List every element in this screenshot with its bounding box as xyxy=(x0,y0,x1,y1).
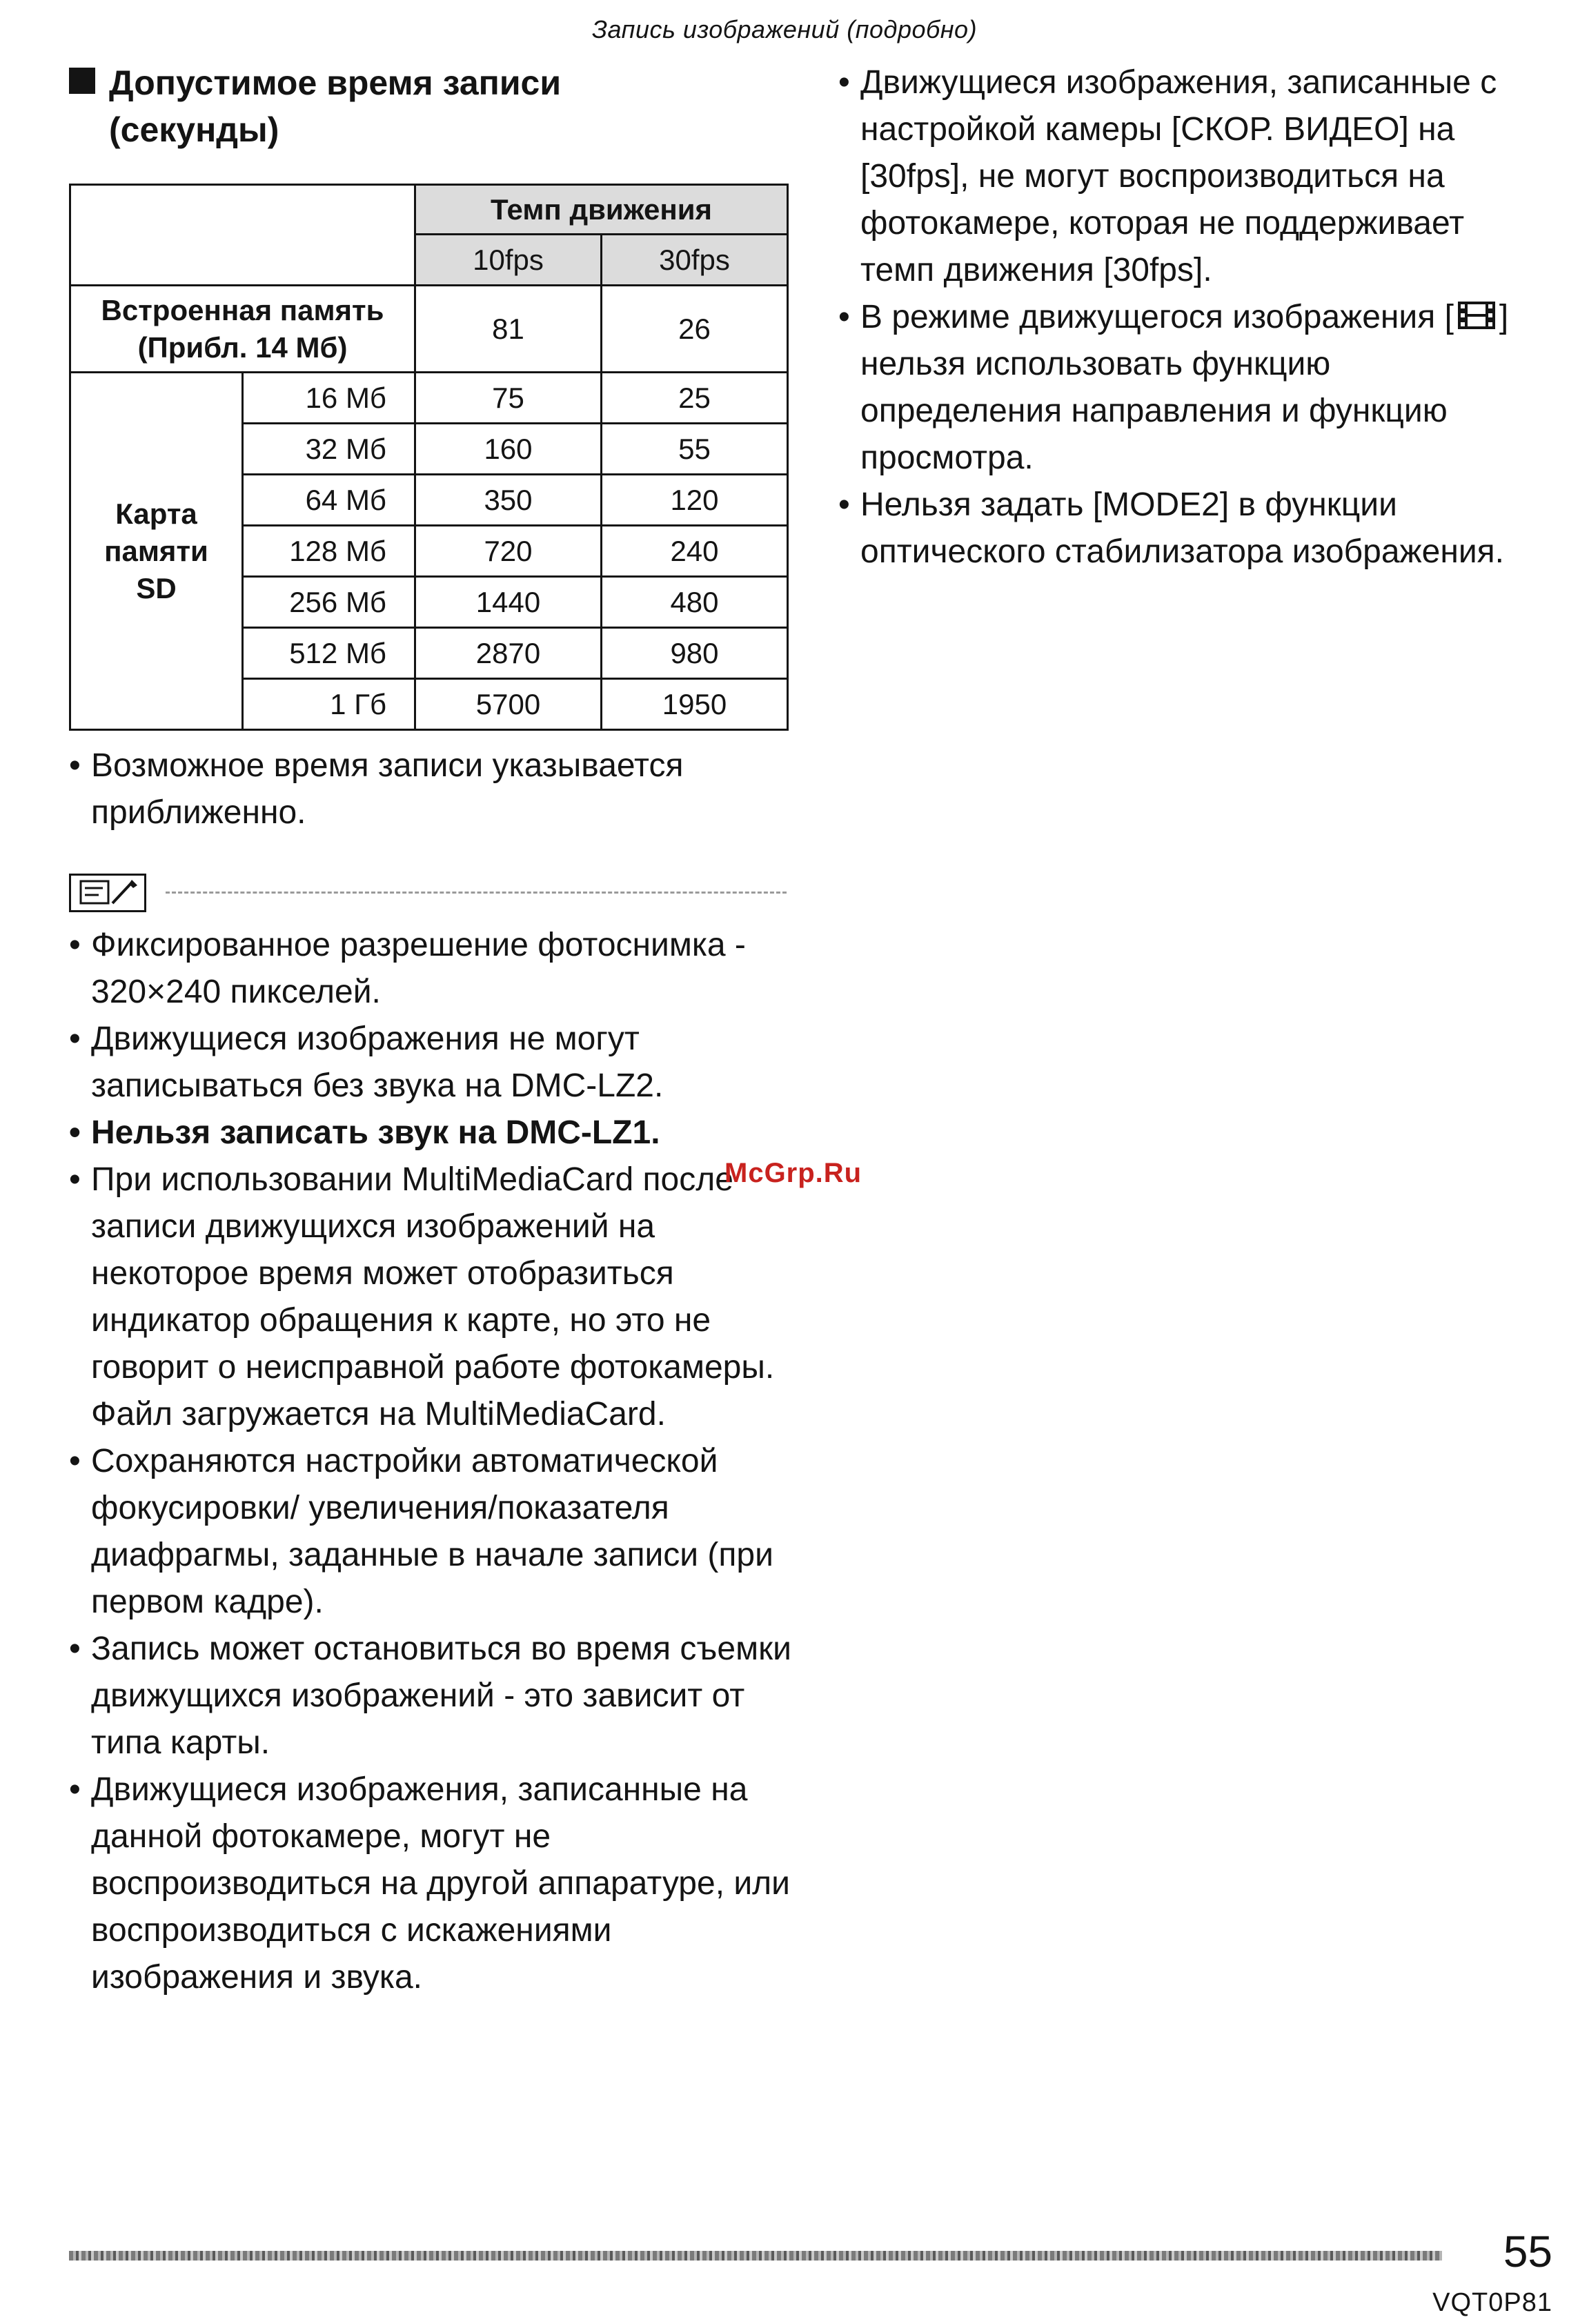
table-cell: 720 xyxy=(415,526,602,577)
list-item: • Движущиеся изображения не могут записываться без звука на DMC-LZ2. xyxy=(69,1016,800,1110)
approx-note xyxy=(69,742,800,836)
table-corner-cell xyxy=(70,185,415,286)
table-cell: 1 Гб xyxy=(243,679,415,730)
list-item: • Нельзя задать [MODE2] в функции оптического стабилизатора изображения. xyxy=(838,482,1528,575)
memo-divider xyxy=(69,874,800,915)
left-notes xyxy=(69,922,800,2001)
table-cell: 240 xyxy=(602,526,788,577)
dashed-divider xyxy=(166,892,787,894)
list-item: • Движущиеся изображения, записанные на данной фотокамере, могут не воспроизводиться на другой аппаратуре, или воспроизводиться с искажениями изображения и звука. xyxy=(69,1766,800,2001)
table-cell: 1950 xyxy=(602,679,788,730)
table-cell: 980 xyxy=(602,628,788,679)
recording-time-table xyxy=(69,184,789,731)
list-item: • Нельзя записать звук на DMC-LZ1. xyxy=(69,1110,800,1156)
table-cell: 512 Мб xyxy=(243,628,415,679)
table-cell: 350 xyxy=(415,475,602,526)
sd-card-label: Карта памяти SD xyxy=(70,373,243,730)
builtin-memory-label: Встроенная память (Прибл. 14 Мб) xyxy=(70,286,415,373)
table-cell: 120 xyxy=(602,475,788,526)
table-cell: 26 xyxy=(602,286,788,373)
table-cell: 5700 xyxy=(415,679,602,730)
list-item: • Сохраняются настройки автоматической фокусировки/ увеличения/показателя диафрагмы, заданные в начале записи (при первом кадре). xyxy=(69,1438,800,1626)
table-cell: 32 Мб xyxy=(243,424,415,475)
table-cell: 55 xyxy=(602,424,788,475)
right-column xyxy=(838,59,1528,575)
table-col-30fps: 30fps xyxy=(602,235,788,286)
table-cell: 160 xyxy=(415,424,602,475)
list-item: • Движущиеся изображения, записанные с настройкой камеры [СКОР. ВИДЕО] на [30fps], не могут воспроизводиться на фотокамере, которая не поддерживает темп движения [30fps]. xyxy=(838,59,1528,294)
list-item: • В режиме движущегося изображения [ ] нельзя использовать функцию определения направления и функцию просмотра. xyxy=(838,294,1528,482)
table-cell: 2870 xyxy=(415,628,602,679)
table-cell: 64 Мб xyxy=(243,475,415,526)
watermark-text: McGrp.Ru xyxy=(724,1158,862,1188)
note-icon xyxy=(69,874,146,912)
table-cell: 81 xyxy=(415,286,602,373)
film-icon xyxy=(1454,297,1499,327)
table-cell: 256 Мб xyxy=(243,577,415,628)
table-cell: 128 Мб xyxy=(243,526,415,577)
table-header-group: Темп движения xyxy=(415,185,788,235)
list-item: • Фиксированное разрешение фотоснимка - 320×240 пикселей. xyxy=(69,922,800,1016)
table-row xyxy=(70,373,788,424)
list-item: • При использовании MultiMediaCard после записи движущихся изображений на некоторое время может отобразиться индикатор обращения к карте, но это не говорит о неисправной работе фотокамеры. Файл загружается на MultiMediaCard. xyxy=(69,1156,800,1438)
table-cell: 1440 xyxy=(415,577,602,628)
running-head: Запись изображений (подробно) xyxy=(591,15,978,43)
page-number: 55 xyxy=(1503,2227,1552,2276)
table-col-10fps: 10fps xyxy=(415,235,602,286)
footer-bar xyxy=(69,2251,1442,2261)
list-item: • Возможное время записи указывается приближенно. xyxy=(69,742,800,836)
section-title xyxy=(69,59,800,153)
table-cell: 75 xyxy=(415,373,602,424)
table-cell: 25 xyxy=(602,373,788,424)
section-title-line2: (секунды) xyxy=(109,110,279,149)
square-bullet-icon xyxy=(69,68,95,94)
document-code: VQT0P81 xyxy=(1432,2288,1552,2317)
section-title-line1: Допустимое время записи xyxy=(109,63,562,102)
table-cell: 16 Мб xyxy=(243,373,415,424)
table-cell: 480 xyxy=(602,577,788,628)
list-item: • Запись может остановиться во время съемки движущихся изображений - это зависит от типа карты. xyxy=(69,1626,800,1766)
